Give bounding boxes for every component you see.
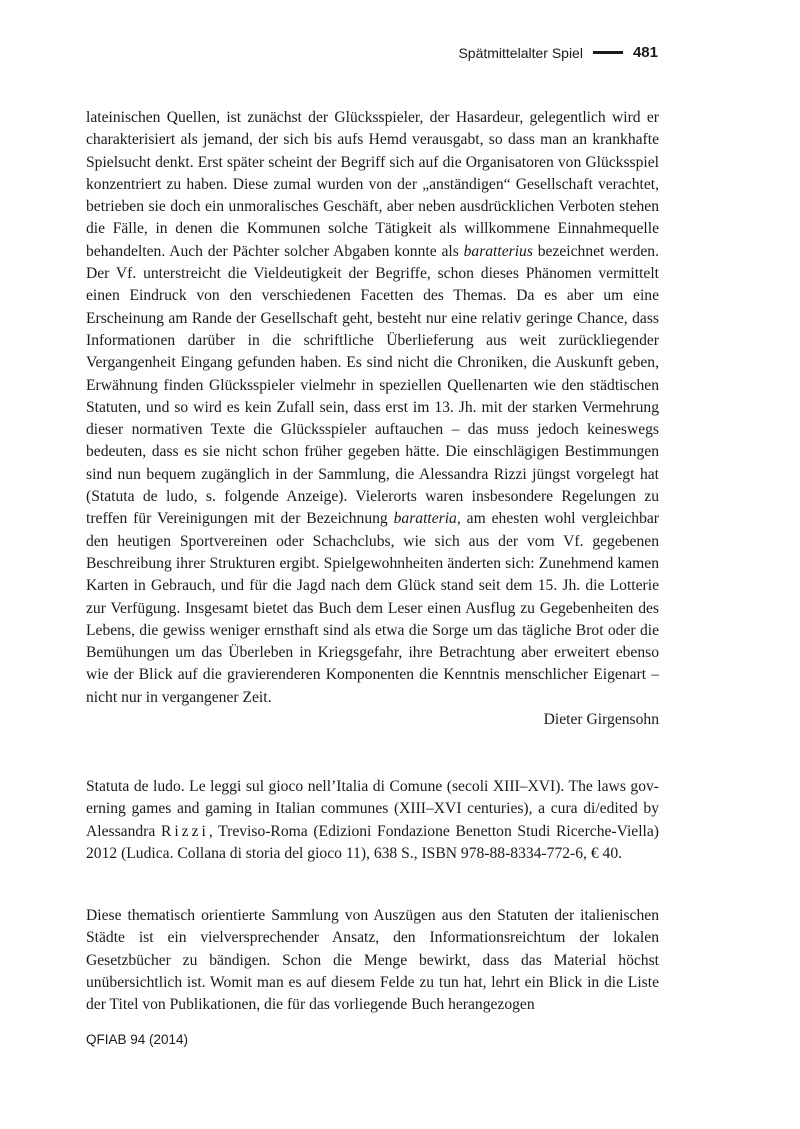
journal-footer: QFIAB 94 (2014)	[86, 1032, 189, 1047]
second-review-paragraph: Diese thematisch orientierte Sammlung von Auszügen aus den Statuten der italienischen Städte ist ein vielversprechender Ansatz, den Informationsreichtum der lokalen Gesetzbücher zu bändigen. Schon die Menge bewirkt, dass das Material höchst unübersichtlich ist. Womit man es auf diesem Felde zu tun hat, lehrt ein Blick in die Liste der Titel von Publikationen, die für das vorliegende Buch herangezogen	[86, 907, 659, 1014]
running-title: Spätmittelalter Spiel	[458, 44, 583, 61]
bibliography-paragraph	[86, 776, 659, 865]
review-signature: Dieter Girgensohn	[543, 711, 659, 729]
bibliographic-entry	[86, 776, 659, 865]
second-review-text	[86, 905, 659, 1016]
bibliography-part-b: , Treviso-Roma (Edizioni Fondazione Benetton Studi Ricerche-Viella) 2012 (Ludica. Collana di storia del gioco 11), 638 S., ISBN 978-88-8334-772-6, € 40.	[86, 822, 659, 862]
header-rule	[593, 51, 623, 54]
editor-surname: Rizzi	[160, 822, 209, 840]
term-baratteria: baratteria	[393, 510, 457, 528]
review-text-part-a: lateinischen Quellen, ist zunächst der Glücksspieler, der Hasardeur, gelegentlich wird er charakterisiert als jemand, der sich bis aufs Hemd verausgabt, so dass man an krankhafte Spielsucht denkt. Erst später scheint der Begriff sich auf die Organisatoren von Glücksspiel konzentriert zu haben. Diese zumal wurden von der „anständigen“ Gesellschaft verachtet, betrieben sie doch ein unmoralisches Geschäft, aber neben ausdrücklichen Verboten stehen die Fälle, in denen die Kommunen solche Tätigkeit als willkommene Einnahmequelle behandelten. Auch der Pächter solcher Abgaben konnte als	[86, 109, 659, 260]
review-text	[86, 107, 659, 731]
page-number: 481	[632, 44, 658, 61]
term-baratterius: baratterius	[463, 242, 533, 260]
review-text-part-b: bezeichnet werden. Der Vf. unterstreicht die Vieldeutigkeit der Begriffe, schon dieses Phänomen vermittelt einen Eindruck von den verschiedenen Facetten des Themas. Da es aber um eine Erscheinung am Rande der Gesellschaft geht, besteht nur eine relativ geringe Chance, dass Informationen darüber in die schriftliche Überlieferung aus weit zurückliegender Vergangenheit Eingang gefunden haben. Es sind nicht die Chroniken, die Auskunft geben, Erwähnung finden Glücksspieler vielmehr in speziellen Quellenarten wie den städtischen Statuten, und so wird es kein Zufall sein, dass erst im 13. Jh. mit der starken Vermehrung dieser normativen Texte die Glücksspieler auftauchen – das muss jedoch keineswegs bedeuten, dass es sie nicht schon früher gegeben hätte. Die einschlägigen Bestimmungen sind nun bequem zugänglich in der Sammlung, die Alessandra Rizzi jüngst vorgelegt hat (Statuta de ludo, s. folgende Anzeige). Vielerorts waren insbesondere Regelungen zu treffen für Vereinigungen mit der Bezeichnung	[86, 242, 659, 528]
running-head	[458, 44, 658, 61]
review-paragraph	[86, 107, 659, 709]
bibliography-part-a: Statuta de ludo. Le leggi sul gioco nell’Italia di Comune (secoli XIII–XVI). The laws governing games and gaming in Italian communes (XIII–XVI centuries), a cura di/edited by Alessandra	[86, 778, 659, 840]
review-text-part-c: , am ehesten wohl vergleichbar den heutigen Sportvereinen oder Schachclubs, wie sich aus der vom Vf. gegebenen Beschreibung ihrer Strukturen ergibt. Spielgewohnheiten änderten sich: Zunehmend kamen Karten in Gebrauch, und für die Jagd nach dem Glück stand seit dem 15. Jh. die Lotterie zur Verfügung. Insgesamt bietet das Buch dem Leser einen Ausflug zu Gegebenheiten des Lebens, die gewiss weniger ernsthaft sind als etwa die Sorge um das tägliche Brot oder die Bemühungen um das Überleben in Kriegsgefahr, ihre Betrachtung aber erweitert ebenso wie der Blick auf die gravierenderen Komponenten die Kenntnis menschlicher Eigenart – nicht nur in vergangener Zeit.	[86, 510, 659, 706]
